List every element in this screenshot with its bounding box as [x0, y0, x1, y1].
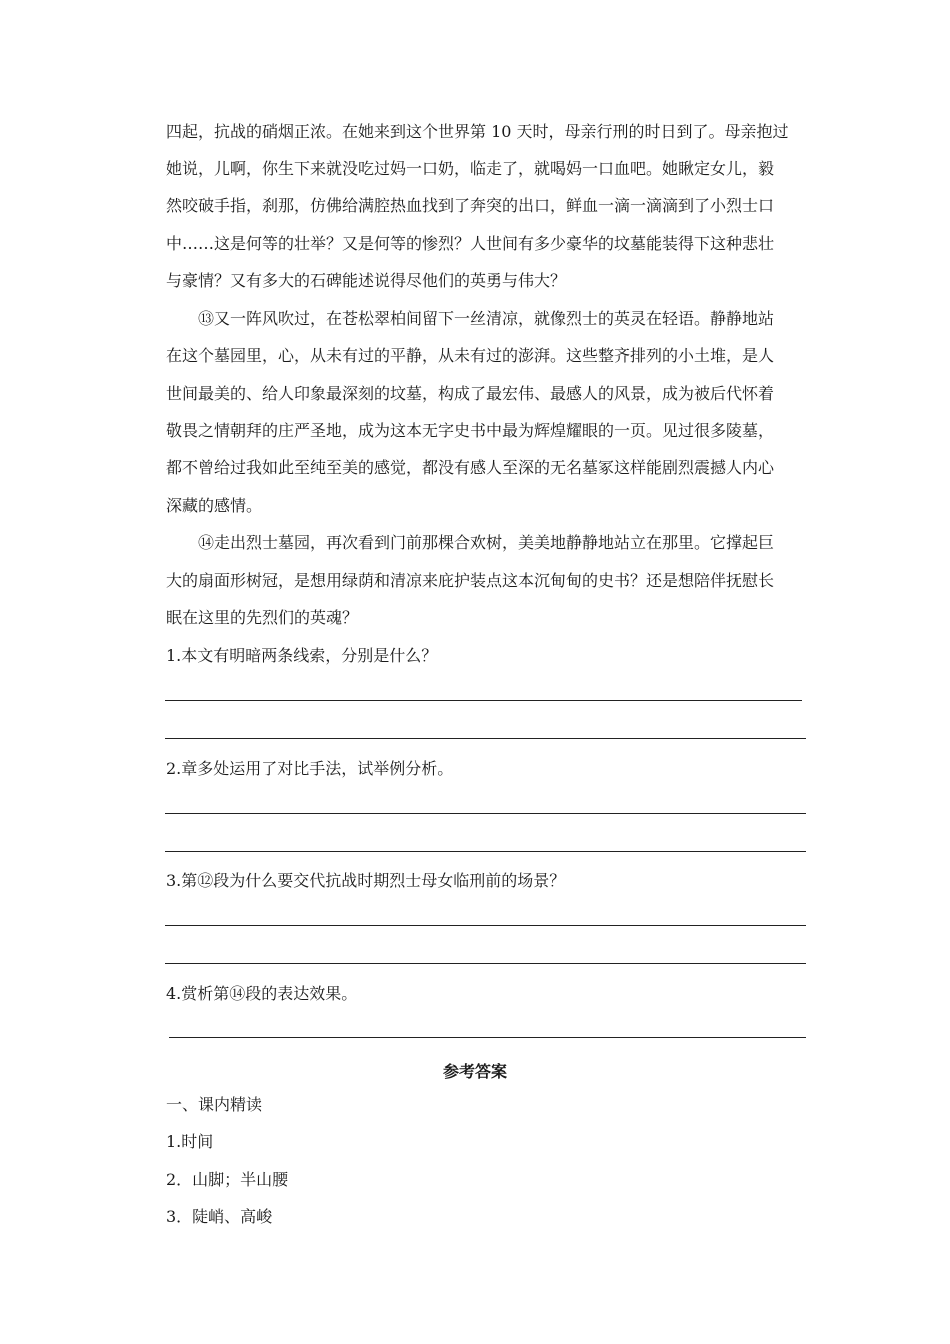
passage-line: 眠在这里的先烈们的英魂？: [166, 608, 359, 627]
question-1: 1.本文有明暗两条线索，分别是什么？: [166, 646, 438, 665]
answer-line[interactable]: [165, 925, 806, 926]
passage-line: 都不曾给过我如此至纯至美的感觉，都没有感人至深的无名墓冢这样能剧烈震撼人内心: [166, 458, 775, 477]
answer-line[interactable]: [165, 738, 806, 739]
question-4: 4.赏析第⑭段的表达效果。: [166, 984, 358, 1003]
answers-title: 参考答案: [442, 1062, 507, 1081]
answer-line[interactable]: [165, 963, 806, 964]
question-2: 2.章多处运用了对比手法，试举例分析。: [166, 759, 454, 778]
question-3: 3.第⑫段为什么要交代抗战时期烈士母女临刑前的场景？: [166, 871, 566, 890]
answer-item: 3．陡峭、高峻: [166, 1207, 273, 1226]
passage-line: 深藏的感情。: [166, 496, 263, 515]
answer-line[interactable]: [165, 851, 806, 852]
passage-line: 她说，儿啊，你生下来就没吃过妈一口奶，临走了，就喝妈一口血吧。她瞅定女儿，毅: [166, 159, 775, 178]
passage-line: 与豪情？又有多大的石碑能述说得尽他们的英勇与伟大？: [166, 271, 567, 290]
passage-line: 敬畏之情朝拜的庄严圣地，成为这本无字史书中最为辉煌耀眼的一页。见过很多陵墓，: [166, 421, 775, 440]
passage-line: 中……这是何等的壮举？又是何等的惨烈？人世间有多少豪华的坟墓能装得下这种悲壮: [166, 234, 775, 253]
passage-line: 四起，抗战的硝烟正浓。在她来到这个世界第 10 天时，母亲行刑的时日到了。母亲抱过: [166, 122, 789, 141]
answer-item: 2．山脚；半山腰: [166, 1170, 289, 1189]
answer-line[interactable]: [165, 700, 802, 701]
answer-item: 1.时间: [166, 1132, 214, 1151]
answers-section: 一、课内精读: [166, 1095, 263, 1114]
passage-line: 世间最美的、给人印象最深刻的坟墓，构成了最宏伟、最感人的风景，成为被后代怀着: [166, 384, 775, 403]
answer-line[interactable]: [165, 813, 806, 814]
passage-line: 在这个墓园里，心，从未有过的平静，从未有过的澎湃。这些整齐排列的小土堆，是人: [166, 346, 775, 365]
passage-line: ⑭走出烈士墓园，再次看到门前那棵合欢树，美美地静静地站立在那里。它撑起巨: [198, 533, 775, 552]
answer-line[interactable]: [169, 1037, 806, 1038]
passage-line: 然咬破手指，刹那，仿佛给满腔热血找到了奔突的出口，鲜血一滴一滴滴到了小烈士口: [166, 196, 775, 215]
passage-line: ⑬又一阵风吹过，在苍松翠柏间留下一丝清凉，就像烈士的英灵在轻语。静静地站: [198, 309, 775, 328]
passage-line: 大的扇面形树冠，是想用绿荫和清凉来庇护装点这本沉甸甸的史书？还是想陪伴抚慰长: [166, 571, 775, 590]
